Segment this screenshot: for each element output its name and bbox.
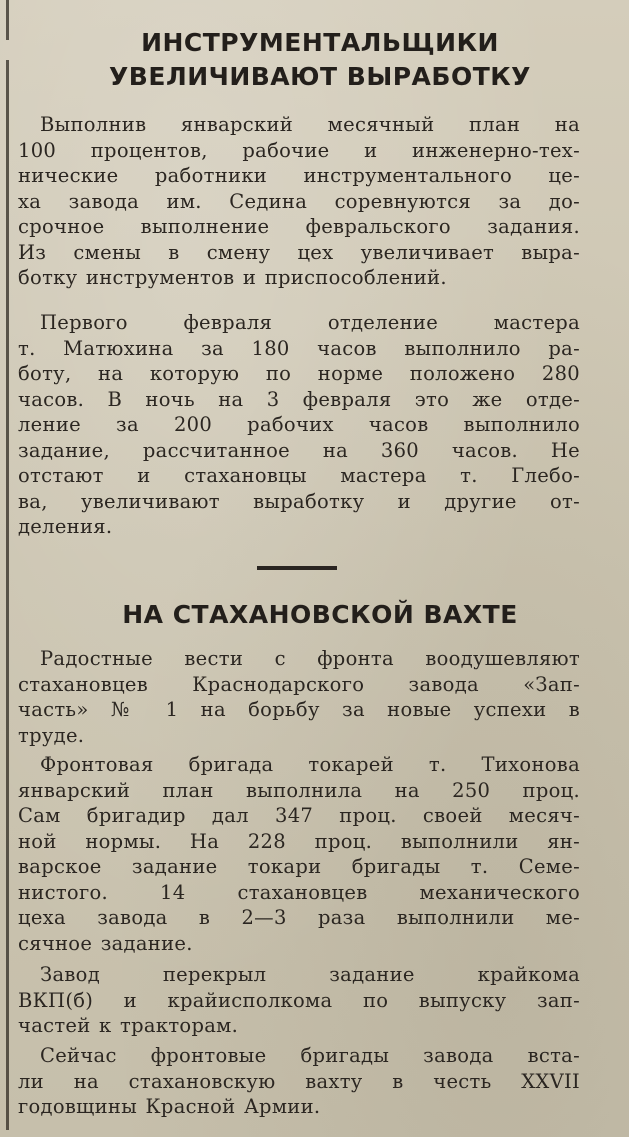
- text-line: Сам бригадир дал 347 проц. своей месяч-: [18, 804, 580, 827]
- text-line: часов. В ночь на 3 февраля это же отде-: [18, 387, 580, 411]
- text-line: ва, увеличивают выработку и другие от-: [18, 489, 580, 513]
- article2-headline: НА СТАХАНОВСКОЙ ВАХТЕ: [122, 600, 518, 629]
- article1-title-line2: УВЕЛИЧИВАЮТ ВЫРАБОТКУ: [109, 62, 531, 91]
- article2-paragraph-4: [18, 1043, 580, 1120]
- column-rule: [6, 60, 9, 1130]
- text-line: Радостные вести с фронта воодушевляют: [40, 647, 580, 670]
- text-line: Завод перекрыл задание крайкома: [40, 963, 580, 986]
- article1-headline: [40, 26, 600, 94]
- text-line: стахановцев Краснодарского завода «Зап-: [18, 672, 580, 696]
- article2-paragraph-1: [18, 646, 580, 748]
- text-line: ВКП(б) и крайисполкома по выпуску зап-: [18, 988, 580, 1012]
- text-line: ха завода им. Седина соревнуются за до-: [18, 189, 580, 213]
- text-line: боту, на которую по норме положено 280: [18, 362, 580, 385]
- text-line: нистого. 14 стахановцев механического: [18, 880, 580, 904]
- text-line: труде.: [18, 723, 85, 747]
- text-line: деления.: [18, 515, 113, 538]
- text-line: отстают и стахановцы мастера т. Глебо-: [18, 464, 580, 487]
- article-separator: [257, 566, 337, 570]
- article2-paragraph-3: [18, 962, 580, 1039]
- text-line: Сейчас фронтовые бригады завода вста-: [40, 1044, 580, 1067]
- text-line: Первого февраля отделение мастера: [40, 311, 580, 334]
- text-line: 100 процентов, рабочие и инженерно-тех-: [18, 138, 580, 162]
- text-line: срочное выполнение февральского задания.: [18, 215, 580, 238]
- text-line: часть» № 1 на борьбу за новые успехи в: [18, 698, 580, 721]
- article1-paragraph-2: [18, 310, 580, 540]
- article1-title-line1: ИНСТРУМЕНТАЛЬЩИКИ: [141, 28, 499, 57]
- text-line: задание, рассчитанное на 360 часов. Не: [18, 438, 580, 462]
- text-line: годовщины Красной Армии.: [18, 1095, 321, 1118]
- text-line: январский план выполнила на 250 проц.: [18, 778, 580, 802]
- text-line: варское задание токари бригады т. Семе-: [18, 855, 580, 878]
- text-line: ботку инструментов и приспособлений.: [18, 266, 447, 289]
- text-line: ление за 200 рабочих часов выполнило: [18, 413, 580, 436]
- text-line: Из смены в смену цех увеличивает выра-: [18, 240, 580, 264]
- article2-paragraph-2: [18, 752, 580, 956]
- text-line: ной нормы. На 228 проц. выполнили ян-: [18, 829, 580, 853]
- column-rule-top: [6, 0, 9, 40]
- text-line: ли на стахановскую вахту в честь XXVII: [18, 1069, 580, 1093]
- text-line: т. Матюхина за 180 часов выполнило ра-: [18, 336, 580, 360]
- text-line: сячное задание.: [18, 931, 193, 955]
- text-line: нические работники инструментального це-: [18, 164, 580, 187]
- article1-paragraph-1: [18, 112, 580, 291]
- text-line: Фронтовая бригада токарей т. Тихонова: [40, 753, 580, 776]
- text-line: цеха завода в 2—3 раза выполнили ме-: [18, 906, 580, 929]
- text-line: Выполнив январский месячный план на: [40, 113, 580, 136]
- text-line: частей к тракторам.: [18, 1014, 239, 1037]
